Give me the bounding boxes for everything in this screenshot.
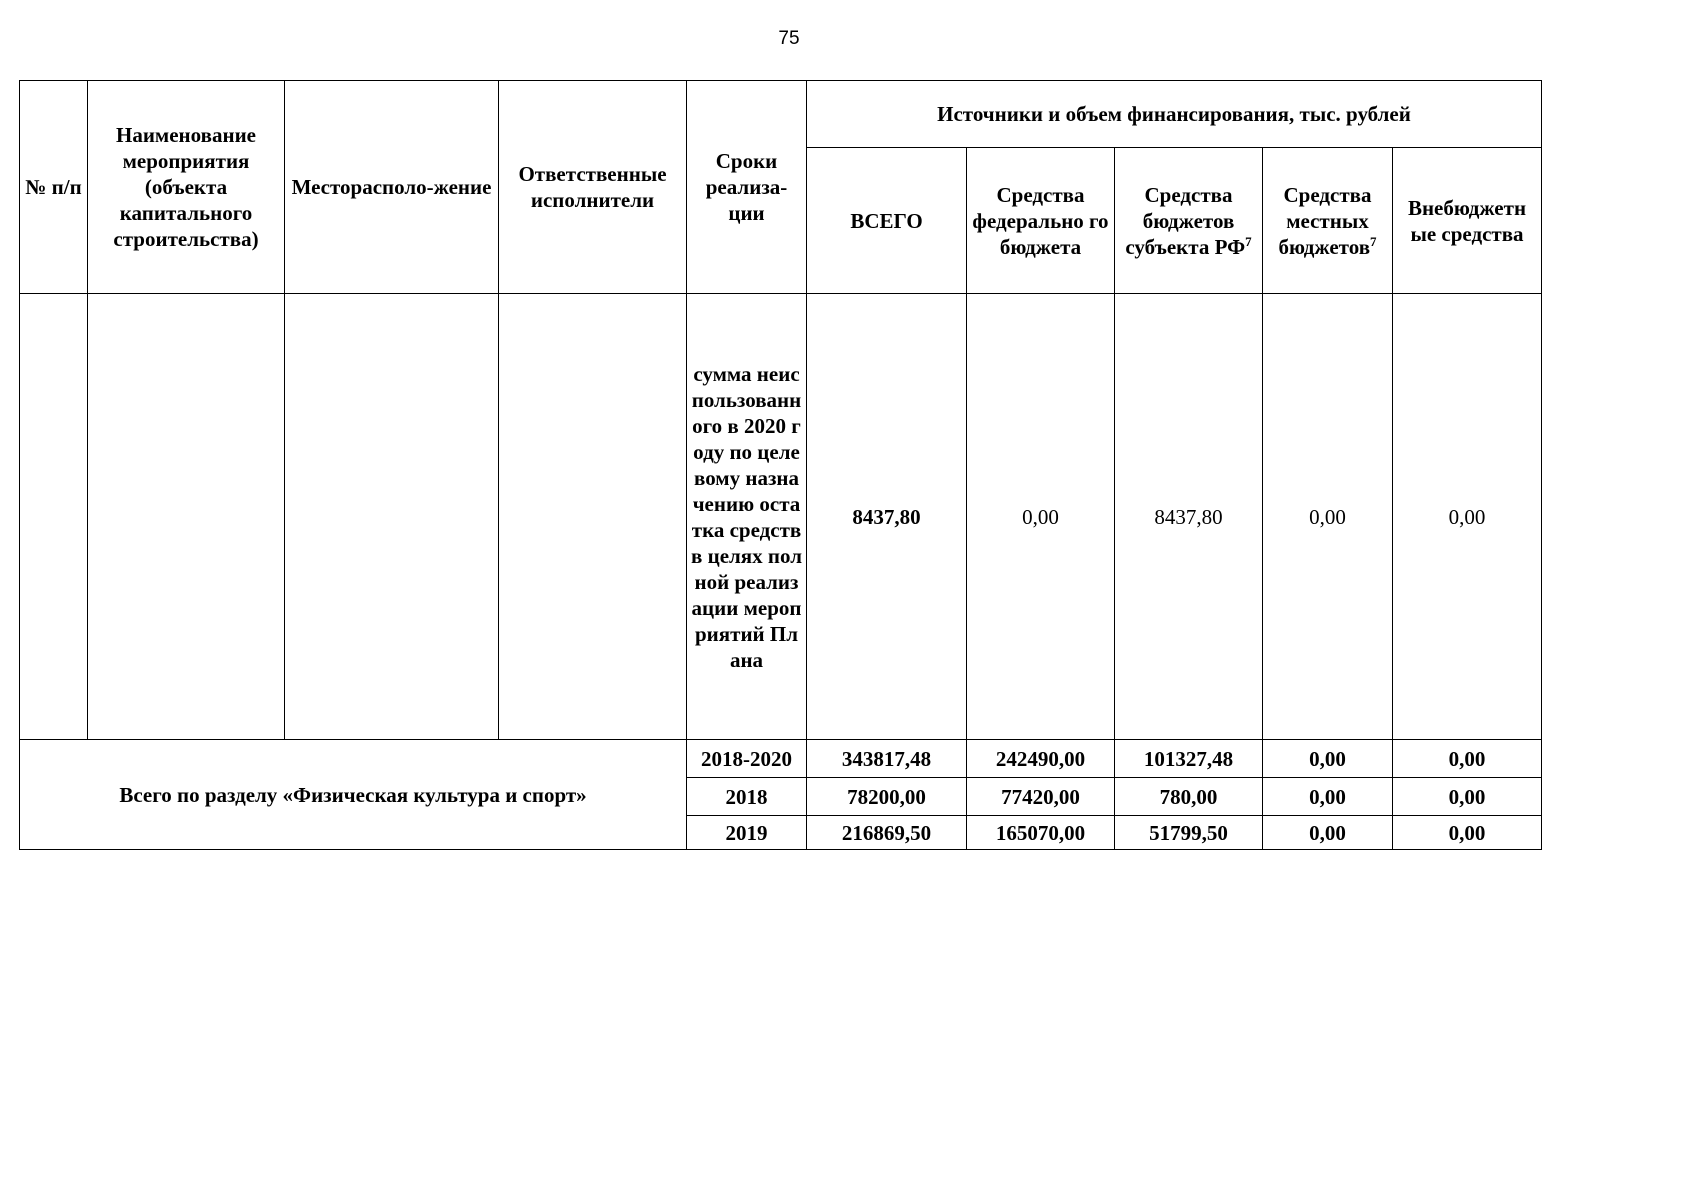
summary-subject: 780,00	[1115, 778, 1263, 816]
cell-local: 0,00	[1263, 294, 1393, 740]
header-subject	[1115, 148, 1263, 294]
header-terms: Сроки реализа-ции	[687, 81, 807, 294]
cell-total: 8437,80	[807, 294, 967, 740]
summary-local: 0,00	[1263, 740, 1393, 778]
summary-period: 2019	[687, 816, 807, 850]
header-local-label: Средства местных бюджетов	[1278, 182, 1372, 259]
summary-period: 2018	[687, 778, 807, 816]
summary-subject: 101327,48	[1115, 740, 1263, 778]
header-executors: Ответственные исполнители	[499, 81, 687, 294]
header-num: № п/п	[20, 81, 88, 294]
summary-total: 78200,00	[807, 778, 967, 816]
cell-federal: 0,00	[967, 294, 1115, 740]
cell-location	[285, 294, 499, 740]
header-name: Наименование мероприятия (объекта капитального строительства)	[88, 81, 285, 294]
summary-federal: 165070,00	[967, 816, 1115, 850]
summary-total: 343817,48	[807, 740, 967, 778]
summary-offbudget: 0,00	[1393, 816, 1542, 850]
summary-local: 0,00	[1263, 778, 1393, 816]
header-financing-group: Источники и объем финансирования, тыс. рублей	[807, 81, 1542, 148]
footnote-mark: 7	[1245, 233, 1252, 249]
summary-offbudget: 0,00	[1393, 778, 1542, 816]
page-number: 75	[778, 28, 800, 49]
header-total: ВСЕГО	[807, 148, 967, 294]
summary-federal: 242490,00	[967, 740, 1115, 778]
summary-offbudget: 0,00	[1393, 740, 1542, 778]
summary-label: Всего по разделу «Физическая культура и спорт»	[20, 740, 687, 850]
summary-total: 216869,50	[807, 816, 967, 850]
header-row	[20, 81, 1542, 148]
header-federal: Средства федерально го бюджета	[967, 148, 1115, 294]
footnote-mark: 7	[1370, 233, 1377, 249]
cell-offbudget: 0,00	[1393, 294, 1542, 740]
cell-name	[88, 294, 285, 740]
summary-local: 0,00	[1263, 816, 1393, 850]
header-local	[1263, 148, 1393, 294]
summary-subject: 51799,50	[1115, 816, 1263, 850]
header-offbudget: Внебюджетн ые средства	[1393, 148, 1542, 294]
summary-federal: 77420,00	[967, 778, 1115, 816]
financing-table	[19, 80, 1542, 850]
header-location: Месторасполо-жение	[285, 81, 499, 294]
cell-subject: 8437,80	[1115, 294, 1263, 740]
cell-terms: сумма неиспользованного в 2020 году по целевому назначению остатка средств в целях полной реализации мероприятий Плана	[687, 294, 807, 740]
cell-executors	[499, 294, 687, 740]
summary-period: 2018-2020	[687, 740, 807, 778]
summary-row	[20, 740, 1542, 778]
cell-num	[20, 294, 88, 740]
table-row	[20, 294, 1542, 740]
header-subject-label: Средства бюджетов субъекта РФ	[1125, 182, 1246, 259]
